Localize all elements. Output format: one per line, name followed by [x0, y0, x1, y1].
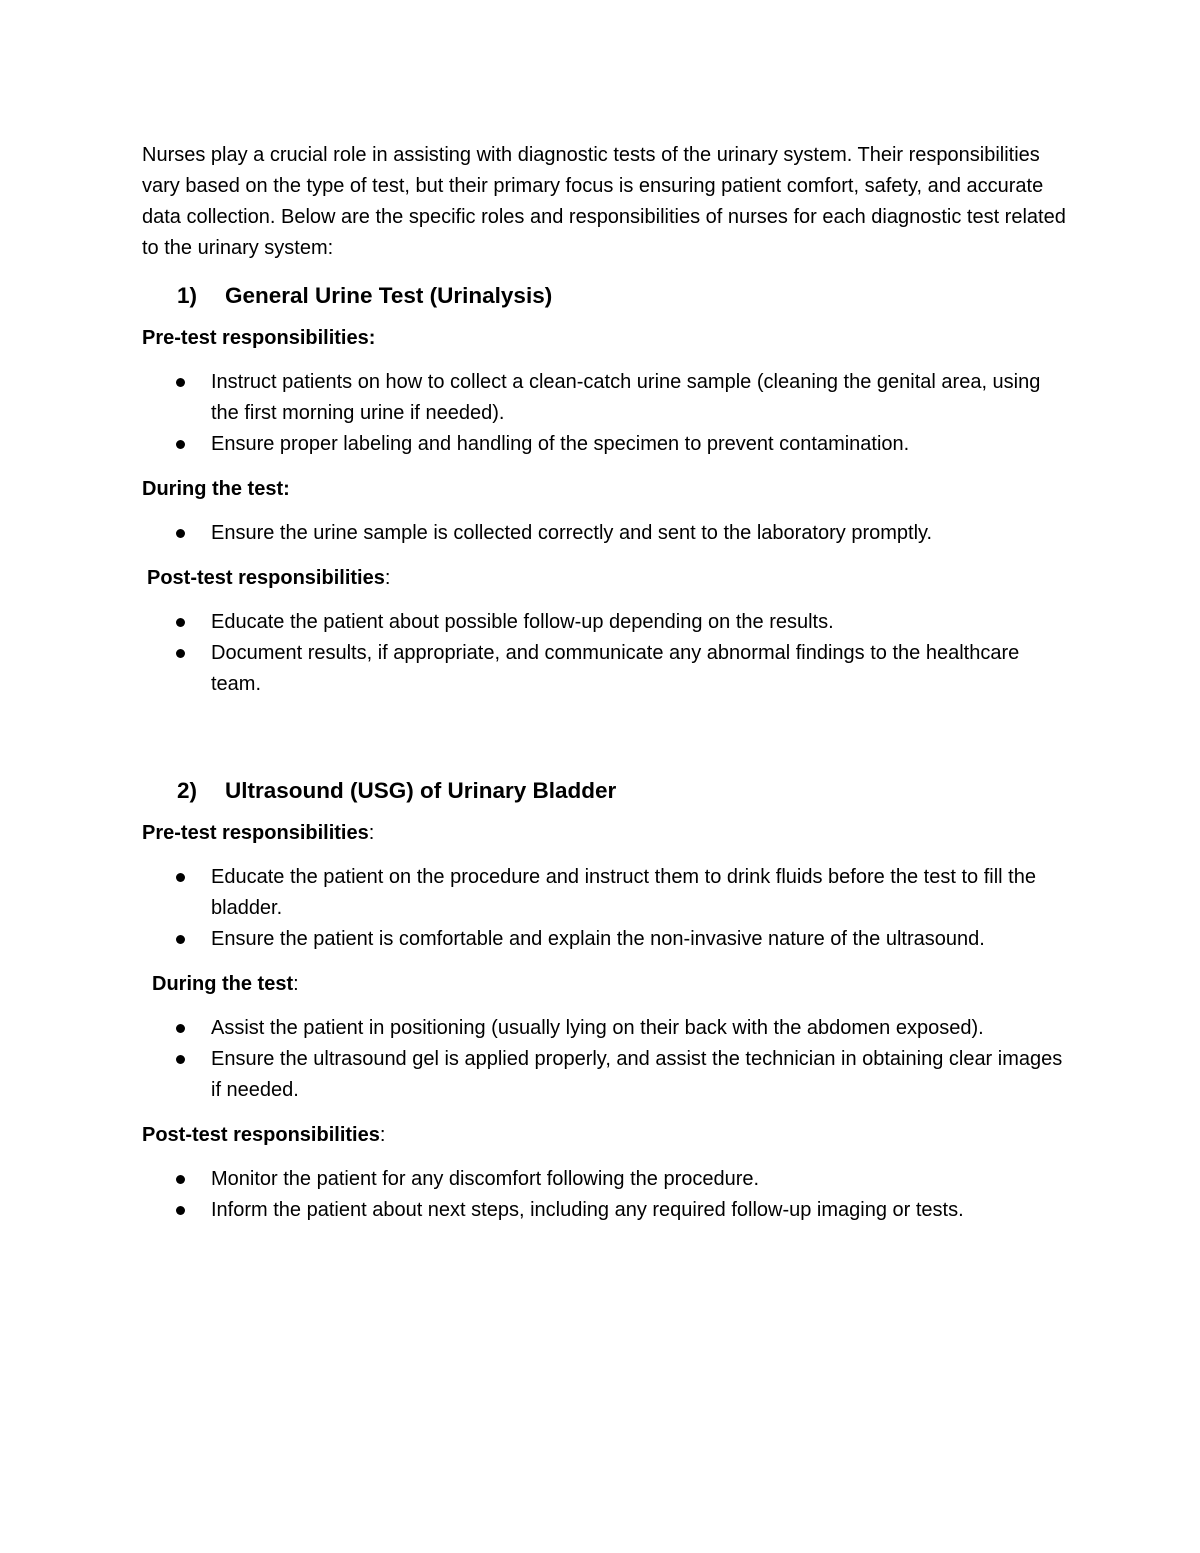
- bullet-icon: [176, 1055, 185, 1064]
- list-item-text: Ensure the ultrasound gel is applied properly, and assist the technician in obtaining clear images if needed.: [211, 1048, 1063, 1101]
- section-2-during-test-list: [142, 1013, 1067, 1106]
- section-2-pre-test-label: Pre-test responsibilities: [142, 822, 369, 844]
- list-item: [142, 429, 1067, 460]
- list-item-text: Ensure the patient is comfortable and explain the non-invasive nature of the ultrasound.: [211, 928, 985, 950]
- section-spacer: [142, 714, 1067, 774]
- section-1-during-test-label: During the test:: [142, 478, 290, 500]
- list-item-text: Inform the patient about next steps, including any required follow-up imaging or tests.: [211, 1199, 964, 1221]
- list-item: [142, 638, 1067, 700]
- section-1-number: 1): [177, 283, 198, 308]
- section-2-pre-test-list: [142, 862, 1067, 955]
- list-item: [142, 1164, 1067, 1195]
- list-item-text: Instruct patients on how to collect a clean-catch urine sample (cleaning the genital area, using the first morning urine if needed).: [211, 371, 1041, 424]
- list-item-text: Ensure the urine sample is collected correctly and sent to the laboratory promptly.: [211, 522, 933, 544]
- list-item: [142, 862, 1067, 924]
- section-1-post-test-heading: [142, 563, 1067, 594]
- section-1-title: General Urine Test (Urinalysis): [225, 283, 553, 308]
- section-2-pre-test-heading: [142, 818, 1067, 849]
- bullet-icon: [176, 1206, 185, 1215]
- section-2-during-test-heading: [142, 969, 1067, 1000]
- section-2-during-test-label: During the test: [152, 973, 294, 995]
- section-2-post-test-list: [142, 1164, 1067, 1226]
- list-item: [142, 518, 1067, 549]
- bullet-icon: [176, 873, 185, 882]
- list-item: [142, 1195, 1067, 1226]
- bullet-icon: [176, 1175, 185, 1184]
- intro-paragraph: Nurses play a crucial role in assisting with diagnostic tests of the urinary system. Their responsibilities vary based on the type of test, but their primary focus is ensuring patient comfort, safety, and accurate data collection. Below are the specific roles and responsibilities of nurses for each diagnostic test related to the urinary system:: [142, 144, 1066, 259]
- section-2-pre-test-colon: :: [368, 822, 375, 844]
- document-body: [142, 140, 1067, 1240]
- section-1-pre-test-label: Pre-test responsibilities:: [142, 327, 376, 349]
- section-2-post-test-colon: :: [379, 1124, 386, 1146]
- list-item: [142, 1044, 1067, 1106]
- section-1-pre-test-heading: [142, 323, 1067, 354]
- bullet-icon: [176, 618, 185, 627]
- bullet-icon: [176, 378, 185, 387]
- section-2-number: 2): [177, 778, 198, 803]
- list-item-text: Ensure proper labeling and handling of the specimen to prevent contamination.: [211, 433, 910, 455]
- list-item: [142, 1013, 1067, 1044]
- list-item-text: Document results, if appropriate, and communicate any abnormal findings to the healthcare team.: [211, 642, 1020, 695]
- section-2-post-test-heading: [142, 1120, 1067, 1151]
- list-item-text: Assist the patient in positioning (usually lying on their back with the abdomen exposed).: [211, 1017, 984, 1039]
- section-2-during-test-colon: :: [293, 973, 299, 995]
- section-1-post-test-colon: :: [384, 567, 391, 589]
- bullet-icon: [176, 1024, 185, 1033]
- list-item-text: Educate the patient on the procedure and instruct them to drink fluids before the test to fill the bladder.: [211, 866, 1036, 919]
- bullet-icon: [176, 649, 185, 658]
- section-1-during-test-list: [142, 518, 1067, 549]
- section-1-heading: [142, 279, 1067, 313]
- list-item-text: Monitor the patient for any discomfort following the procedure.: [211, 1168, 760, 1190]
- bullet-icon: [176, 529, 185, 538]
- section-1-pre-test-list: [142, 367, 1067, 460]
- section-2-post-test-label: Post-test responsibilities: [142, 1124, 380, 1146]
- list-item: [142, 367, 1067, 429]
- section-1-during-test-heading: [142, 474, 1067, 505]
- list-item: [142, 607, 1067, 638]
- section-1-post-test-label: Post-test responsibilities: [147, 567, 385, 589]
- bullet-icon: [176, 935, 185, 944]
- list-item: [142, 924, 1067, 955]
- section-2-title: Ultrasound (USG) of Urinary Bladder: [225, 778, 617, 803]
- bullet-icon: [176, 440, 185, 449]
- list-item-text: Educate the patient about possible follow-up depending on the results.: [211, 611, 834, 633]
- section-1-post-test-list: [142, 607, 1067, 700]
- section-2-heading: [142, 774, 1067, 808]
